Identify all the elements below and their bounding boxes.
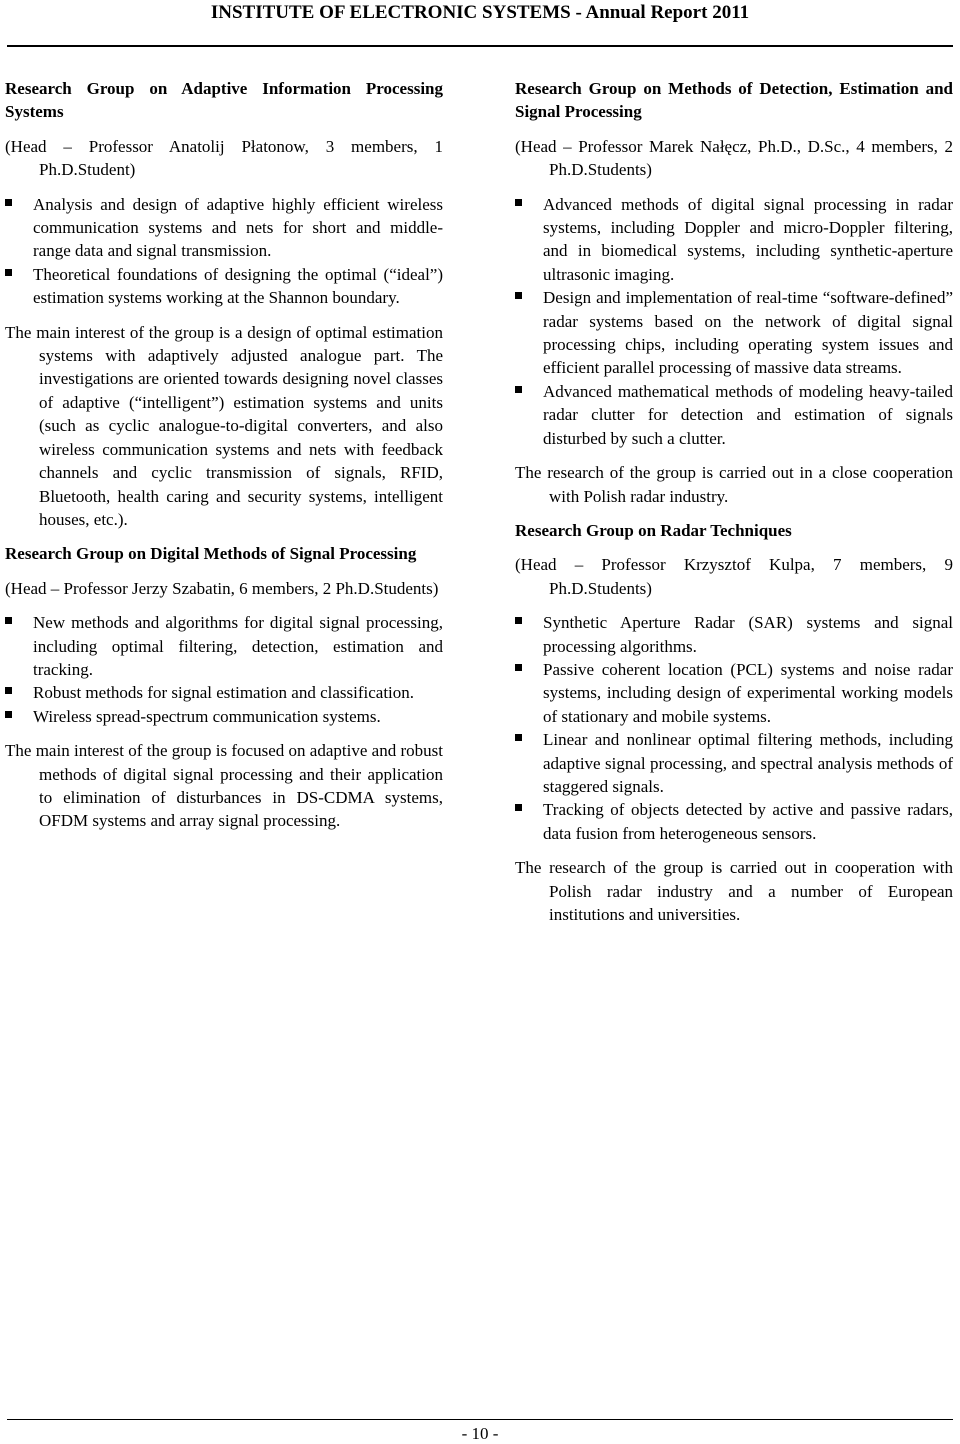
bullet-item: Theoretical foundations of designing the optimal (“ideal”) estimation systems working at the Shannon boundary.: [5, 263, 443, 310]
bullet-item: Design and implementation of real-time “software-defined” radar systems based on the network of digital signal processing chips, including operating system issues and efficient parallel processing of massive data streams.: [515, 286, 953, 380]
left-column: [5, 77, 443, 844]
section-title: Research Group on Adaptive Information Processing Systems: [5, 79, 443, 122]
section-head-info: (Head – Professor Jerzy Szabatin, 6 members, 2 Ph.D.Students): [5, 578, 439, 598]
section-digital-methods-signal-processing: [5, 542, 443, 832]
footer-divider: [7, 1419, 953, 1420]
section-summary: The research of the group is carried out in a close cooperation with Polish radar industry.: [515, 463, 953, 506]
section-radar-techniques: [515, 519, 953, 927]
bullet-item: Tracking of objects detected by active and passive radars, data fusion from heterogeneous sensors.: [515, 798, 953, 845]
bullet-item: Linear and nonlinear optimal filtering methods, including adaptive signal processing, and spectral analysis methods of staggered signals.: [515, 728, 953, 798]
bullet-item: New methods and algorithms for digital signal processing, including optimal filtering, detection, estimation and tracking.: [5, 611, 443, 681]
report-title: INSTITUTE OF ELECTRONIC SYSTEMS - Annual Report 2011: [210, 2, 750, 23]
section-summary: The main interest of the group is focused on adaptive and robust methods of digital signal processing and their application to elimination of disturbances in DS-CDMA systems, OFDM systems and array signal processing.: [5, 741, 443, 831]
bullet-list: [5, 611, 443, 728]
header-divider: [7, 45, 953, 47]
section-summary: The main interest of the group is a design of optimal estimation systems with adaptively adjusted analogue part. The investigations are oriented towards designing novel classes of adaptive (“intelligent”) estimation systems and units (such as cyclic analogue-to-digital converters, and also wireless communication systems and nets with feedback channels and cyclic transmission of signals, RFID, Bluetooth, health caring and security systems, intelligent houses, etc.).: [5, 322, 443, 529]
bullet-list: [515, 611, 953, 845]
section-head-info: (Head – Professor Krzysztof Kulpa, 7 members, 9 Ph.D.Students): [515, 555, 953, 598]
bullet-item: Robust methods for signal estimation and classification.: [5, 681, 443, 704]
section-adaptive-information-processing: [5, 77, 443, 531]
page-number: - 10 -: [461, 1424, 499, 1443]
right-column: [515, 77, 953, 937]
section-head-info: (Head – Professor Anatolij Płatonow, 3 members, 1 Ph.D.Student): [5, 136, 443, 180]
bullet-item: Passive coherent location (PCL) systems and noise radar systems, including design of experimental working models of stationary and mobile systems.: [515, 658, 953, 728]
section-summary: The research of the group is carried out in cooperation with Polish radar industry and a number of European institutions and universities.: [515, 858, 953, 924]
bullet-list: [515, 193, 953, 450]
section-head-info: (Head – Professor Marek Nałęcz, Ph.D., D.Sc., 4 members, 2 Ph.D.Students): [515, 136, 953, 180]
section-title: Research Group on Radar Techniques: [515, 520, 792, 540]
bullet-item: Synthetic Aperture Radar (SAR) systems and signal processing algorithms.: [515, 611, 953, 658]
bullet-list: [5, 193, 443, 310]
bullet-item: Advanced methods of digital signal processing in radar systems, including Doppler and micro-Doppler filtering, and in biomedical systems, including synthetic-aperture ultrasonic imaging.: [515, 193, 953, 287]
section-title: Research Group on Digital Methods of Signal Processing: [5, 544, 417, 564]
section-detection-estimation: [515, 77, 953, 508]
bullet-item: Analysis and design of adaptive highly efficient wireless communication systems and nets for short and middle-range data and signal transmission.: [5, 193, 443, 263]
bullet-item: Advanced mathematical methods of modeling heavy-tailed radar clutter for detection and estimation of signals disturbed by such a clutter.: [515, 380, 953, 450]
page-header: [0, 0, 960, 46]
section-title: Research Group on Methods of Detection, Estimation and Signal Processing: [515, 79, 953, 122]
bullet-item: Wireless spread-spectrum communication systems.: [5, 705, 443, 728]
